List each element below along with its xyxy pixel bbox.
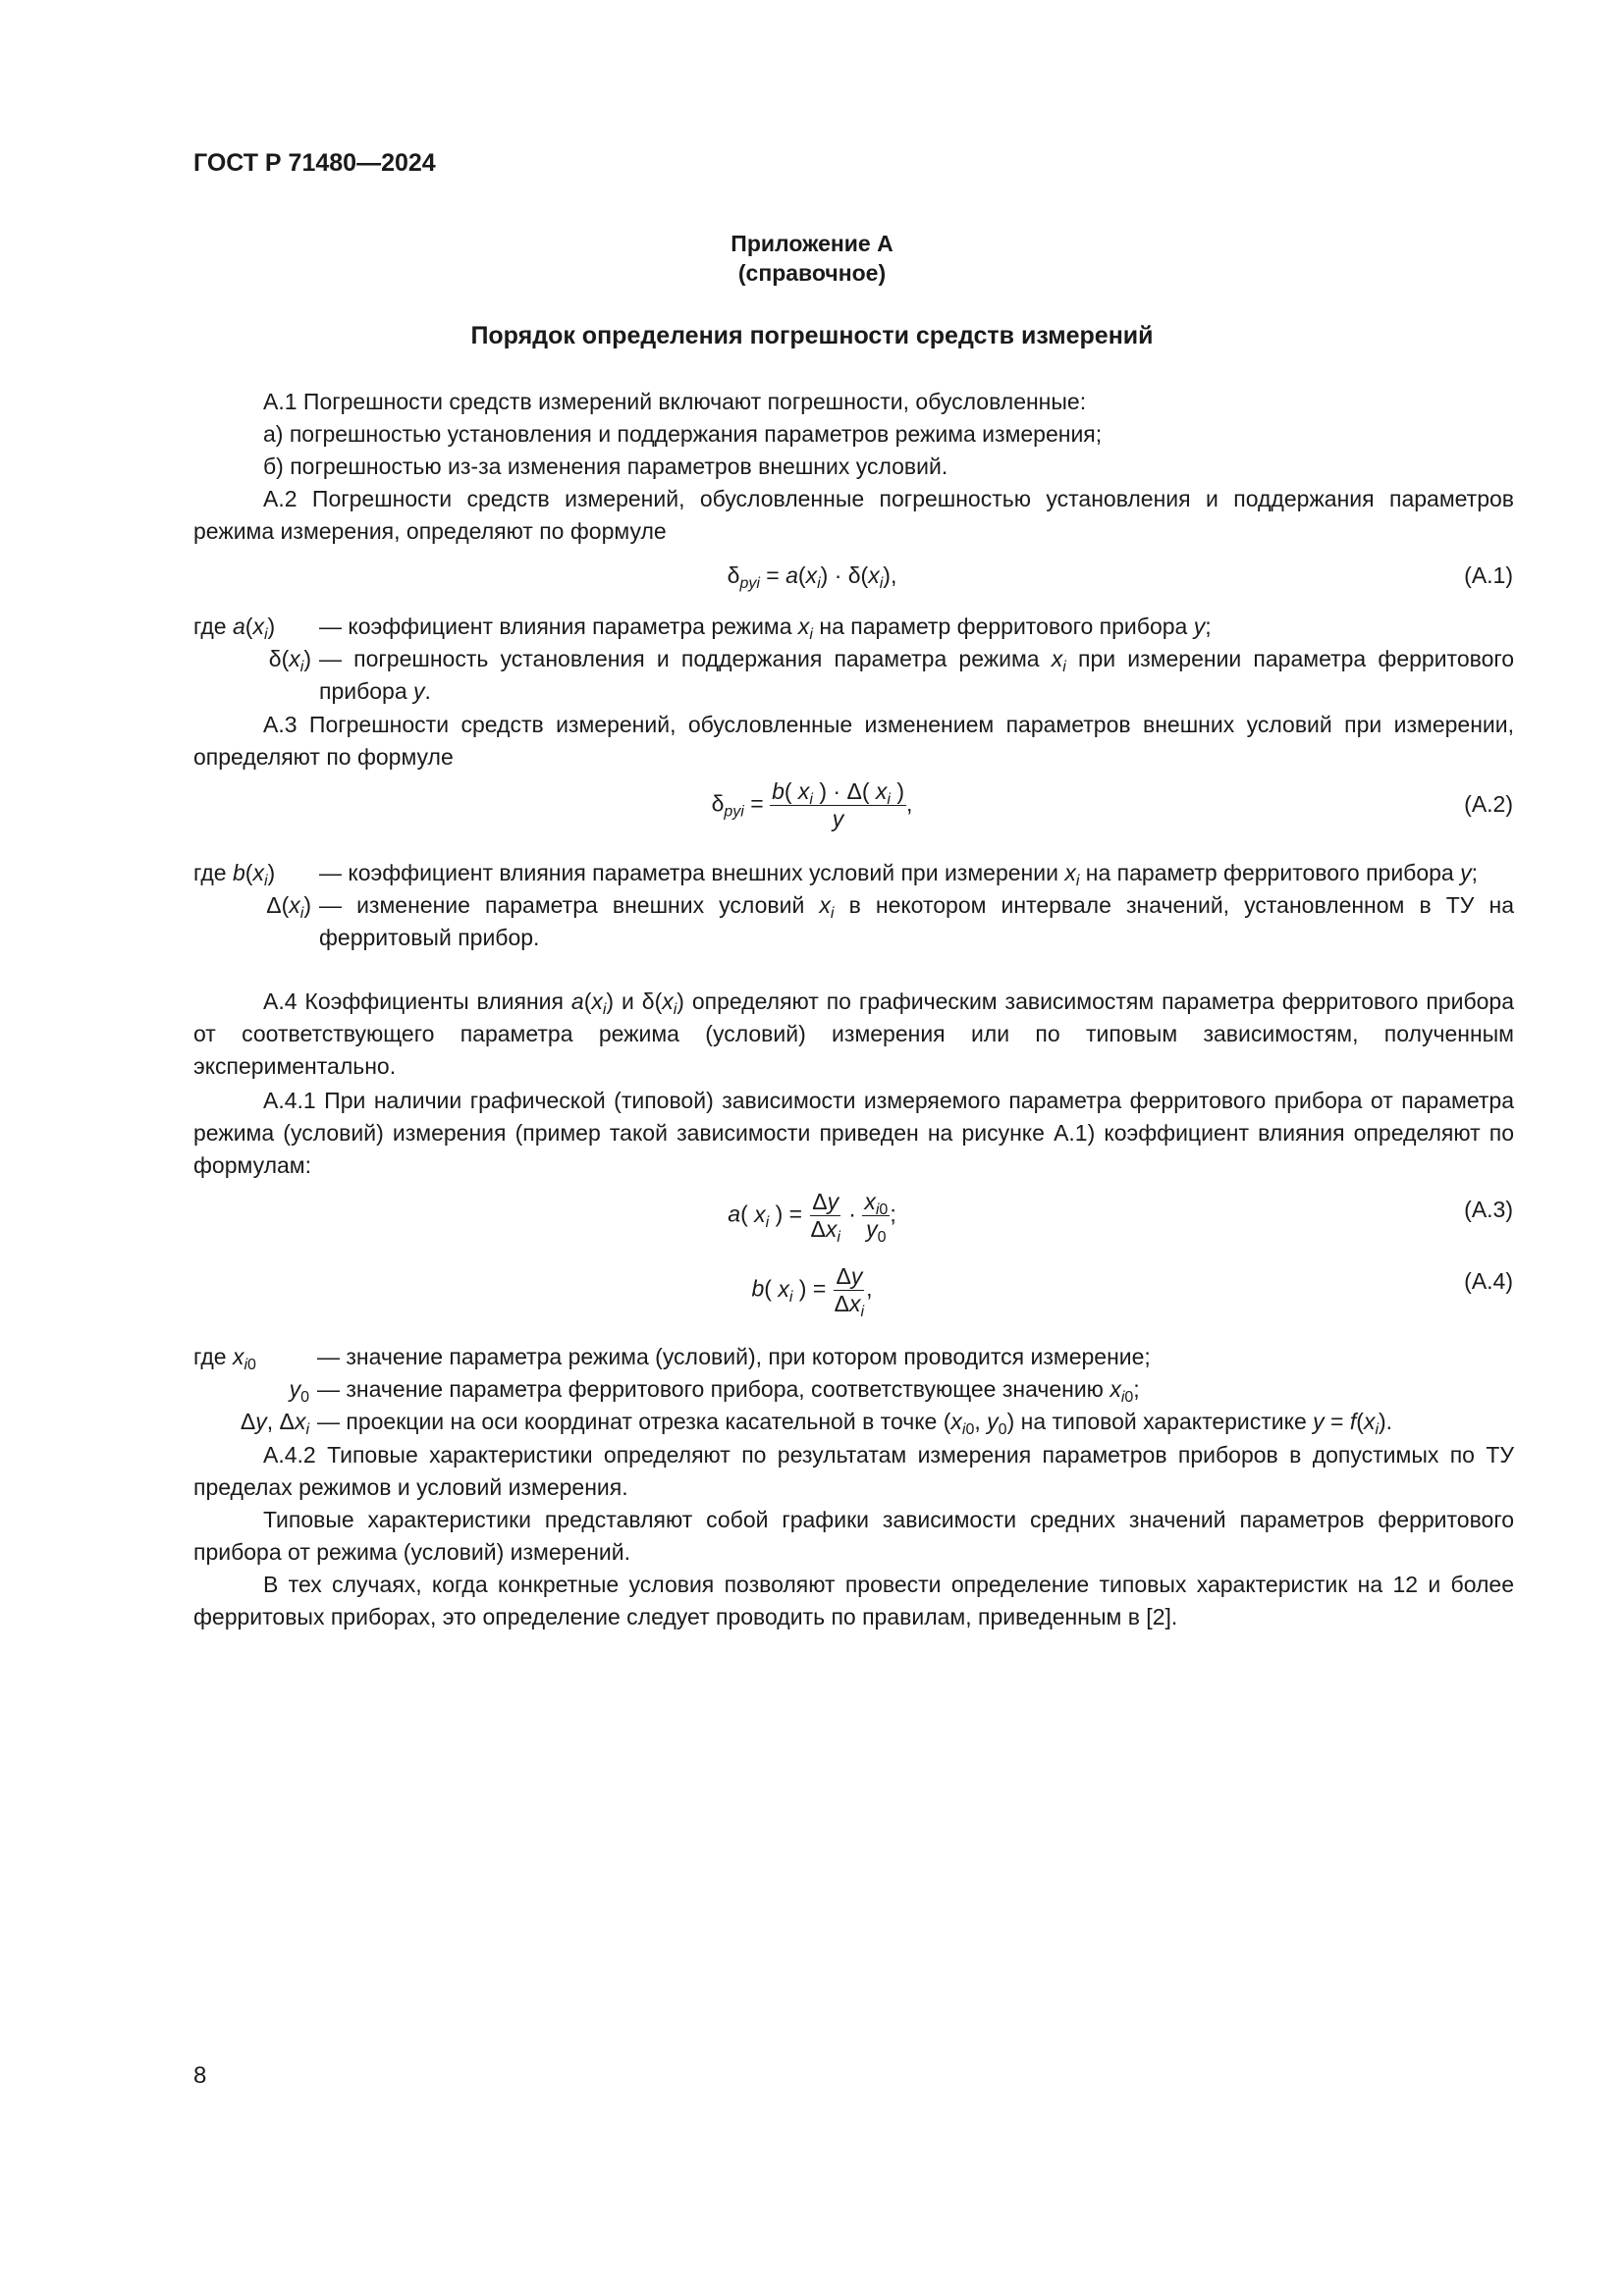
paragraph-a1-item-b: б) погрешностью из-за изменения параметров внешних условий. — [263, 454, 948, 479]
formula-a1: $\delta_{pyi} = a(x_i) \cdot \delta(x_i)$, — [727, 562, 897, 592]
paragraph-a3: А.3 Погрешности средств измерений, обусловленные изменением параметров внешних условий при измерении, определяют по формуле — [193, 712, 1514, 770]
page-number: 8 — [193, 2062, 207, 2089]
document-header: ГОСТ Р 71480—2024 — [193, 149, 436, 177]
formula-a3-number: (А.3) — [1464, 1197, 1513, 1222]
paragraph-a4: А.4 Коэффициенты влияния $a(x_i)$ и $\delta(x_i)$ определяют по графическим зависимостям параметра ферритового прибора от соответствующего параметра режима (условий) измерения или по типовым зависимостям, полученным экспериментально. — [193, 988, 1514, 1079]
paragraph-cases: В тех случаях, когда конкретные условия позволяют провести определение типовых характеристик на 12 и более ферритовых приборах, это определение следует проводить по правилам, приведенным в [2]. — [193, 1572, 1514, 1629]
paragraph-a4-2: А.4.2 Типовые характеристики определяют по результатам измерения параметров приборов в допустимых по ТУ пределах режимов и условий измерения. — [193, 1442, 1514, 1500]
formula-a1-number: (А.1) — [1464, 562, 1513, 588]
annex-title: Приложение А — [731, 231, 893, 256]
formula-a2: $\delta_{pyi}$ = $\frac{b( x_i ) \cdot \Delta( x_i )}{y}$ , — [711, 778, 913, 831]
annex-subtitle: (справочное) — [737, 260, 887, 286]
formula-a4-number: (А.4) — [1464, 1268, 1513, 1294]
formula-a3: a( $x_i$ ) = $\frac{\Delta y}{\Delta x_i}$ · $\frac{x_{i0}}{y_0}$ ; — [728, 1189, 896, 1246]
paragraph-a1: А.1 Погрешности средств измерений включают погрешности, обусловленные: — [263, 389, 1087, 414]
paragraph-a2: А.2 Погрешности средств измерений, обусловленные погрешностью установления и поддержания параметров режима измерения, определяют по формуле — [193, 486, 1514, 544]
where-block-a2: где $b(x_i)$ — коэффициент влияния параметра внешних условий при измерении $x_i$ на параметр ферритового прибора y; $\Delta(x_i)$ — изменение параметра внешних условий $x_i$ в некотором интервале значений, установленном в ТУ на ферритовый прибор. — [193, 860, 1514, 950]
section-title: Порядок определения погрешности средств измерений — [470, 322, 1154, 349]
paragraph-typical-characteristics: Типовые характеристики представляют собой графики зависимости средних значений параметров ферритового прибора от режима (условий) измерений. — [193, 1507, 1514, 1565]
paragraph-a1-item-a: а) погрешностью установления и поддержания параметров режима измерения; — [263, 421, 1103, 447]
where-block-a1: где $a(x_i)$ — коэффициент влияния параметра режима $x_i$ на параметр ферритового прибора y; $\delta(x_i)$ — погрешность установления и поддержания параметра режима $x_i$ при измерении параметра ферритового прибора y. — [193, 614, 1515, 704]
formula-a2-number: (А.2) — [1464, 791, 1513, 817]
where-block-a3: где $x_{i0}$ — значение параметра режима (условий), при котором проводится измерение; $y_0$ — значение параметра ферритового прибора, соответствующее значению $x_{i0}$; Δy, $\Delta x_i$ — проекции на оси координат отрезка касательной в точке ($x_{i0}$, $y_0$) на типовой характеристике $y = f(x_i)$. — [193, 1344, 1393, 1438]
formula-a4: b( $x_i$ ) = $\frac{\Delta y}{\Delta x_i}$ , — [751, 1263, 873, 1320]
paragraph-a4-1: А.4.1 При наличии графической (типовой) зависимости измеряемого параметра ферритового прибора от параметра режима (условий) измерения (пример такой зависимости приведен на рисунке А.1) коэффициент влияния определяют по формулам: — [193, 1088, 1514, 1178]
